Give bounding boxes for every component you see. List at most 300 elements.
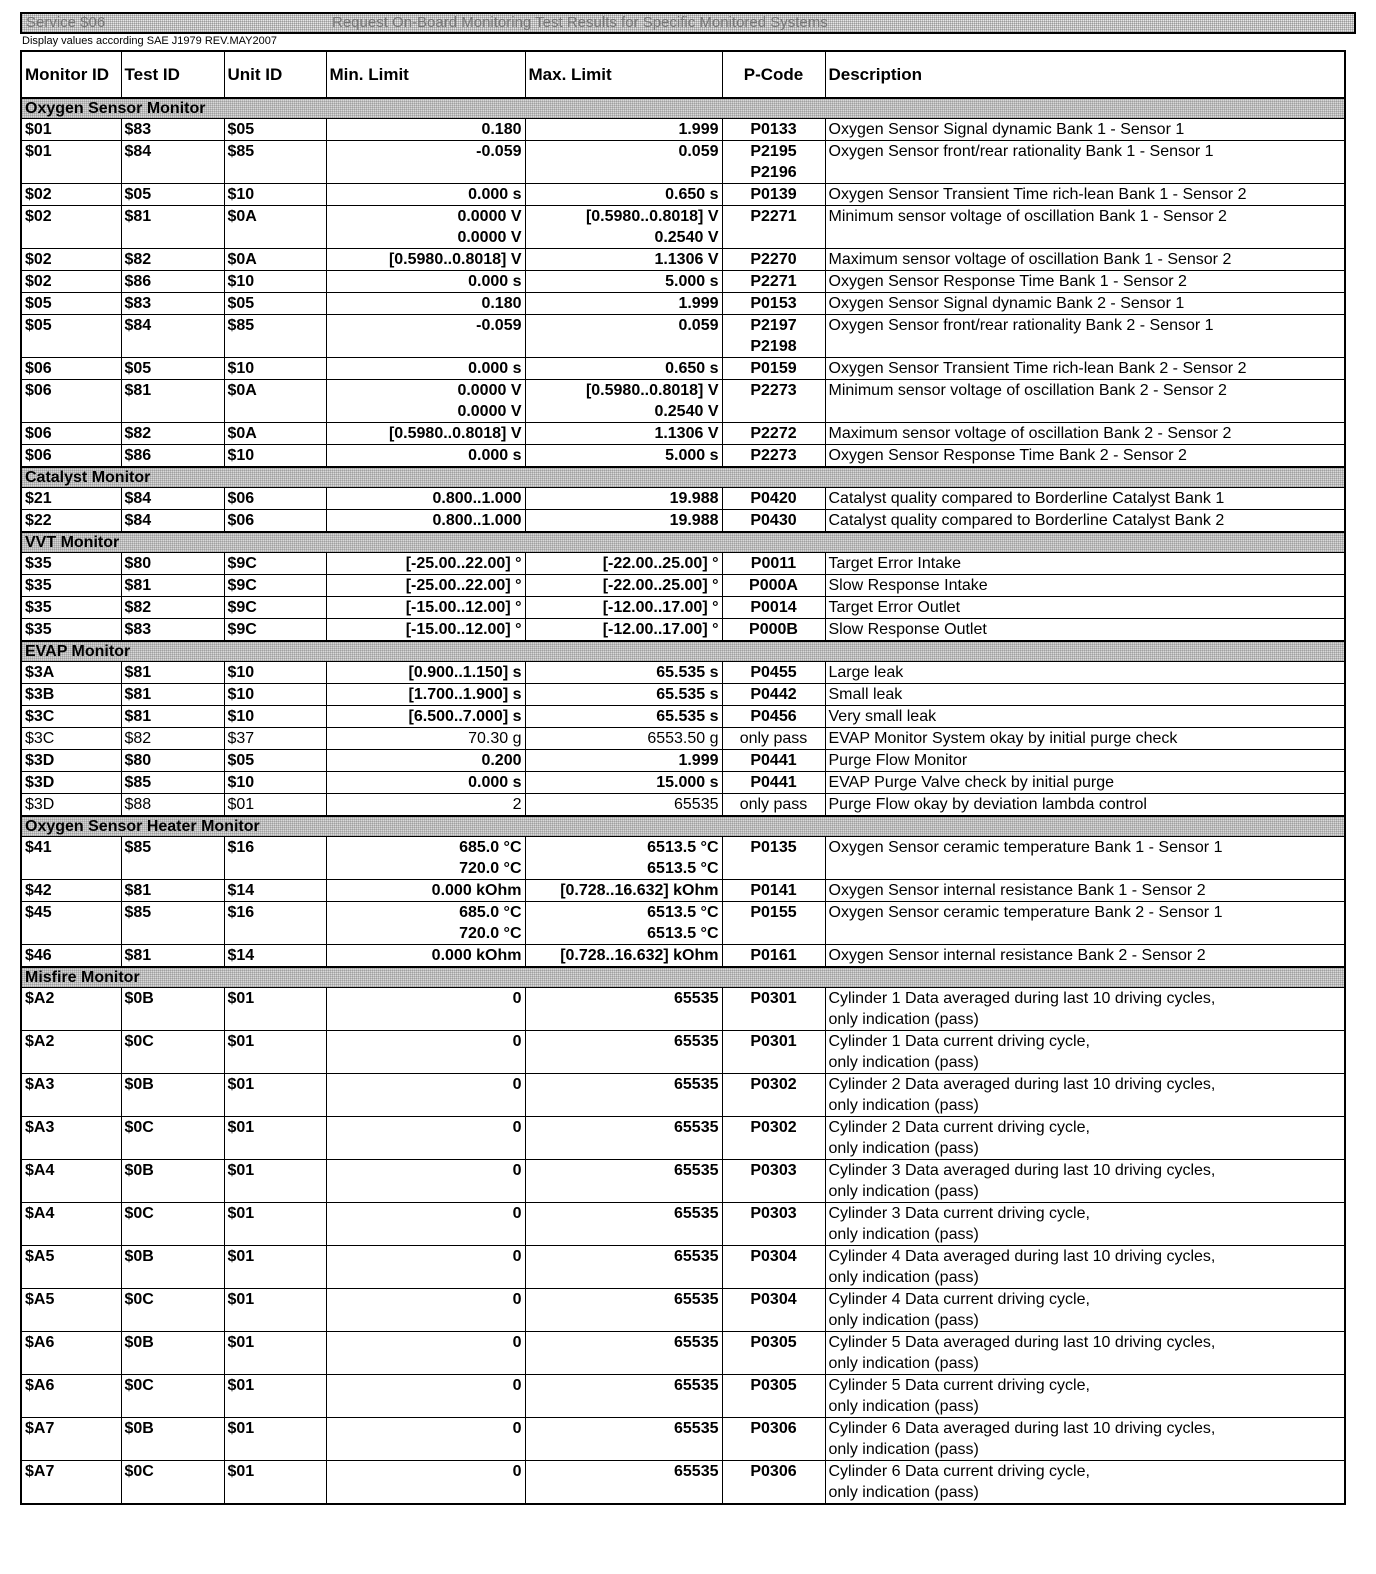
max-limit-cell [525, 1203, 722, 1246]
p-code-cell [722, 119, 825, 141]
min-limit-cell-line: 0.000 s [468, 273, 522, 290]
test-id-cell: $0C [121, 1117, 224, 1160]
description-cell-line: only indication (pass) [828, 1054, 979, 1071]
min-limit-cell-line: 0 [512, 1291, 522, 1308]
description-cell [825, 1160, 1345, 1203]
p-code-cell [722, 1031, 825, 1074]
max-limit-cell-line: [-12.00..17.00] ° [602, 599, 719, 616]
description-cell [825, 619, 1345, 642]
max-limit-cell-line: 65535 [674, 1463, 719, 1480]
monitor-id-cell: $3C [21, 706, 121, 728]
min-limit-cell-line: 0 [512, 1119, 522, 1136]
p-code-cell-line: P0430 [750, 512, 797, 529]
min-limit-cell [326, 1289, 525, 1332]
description-cell [825, 1418, 1345, 1461]
monitor-id-cell: $21 [21, 488, 121, 510]
test-id-cell: $0B [121, 988, 224, 1031]
p-code-cell [722, 380, 825, 423]
min-limit-cell-line: 0.000 s [468, 186, 522, 203]
description-cell [825, 1031, 1345, 1074]
test-id-cell: $86 [121, 445, 224, 468]
min-limit-cell [326, 1332, 525, 1375]
p-code-cell-line: P0135 [750, 839, 797, 856]
min-limit-cell-line: 0 [512, 990, 522, 1007]
max-limit-cell-line: 0.2540 V [654, 229, 719, 246]
description-cell [825, 119, 1345, 141]
max-limit-cell-line: 65535 [674, 1420, 719, 1437]
test-id-cell: $81 [121, 380, 224, 423]
col-header-unit-id: Unit ID [224, 51, 326, 98]
section-header-row [21, 467, 1345, 488]
description-cell-line: Oxygen Sensor Transient Time rich-lean Bank 1 - Sensor 2 [828, 186, 1247, 203]
description-cell-line: Purge Flow okay by deviation lambda control [828, 796, 1147, 813]
max-limit-cell [525, 1332, 722, 1375]
monitor-id-cell: $3B [21, 684, 121, 706]
min-limit-cell [326, 1031, 525, 1074]
min-limit-cell [326, 728, 525, 750]
min-limit-cell-line: 0.000 kOhm [431, 947, 522, 964]
table-row [21, 1031, 1345, 1074]
unit-id-cell: $01 [224, 794, 326, 817]
max-limit-cell-line: 1.999 [678, 295, 719, 312]
max-limit-cell-line: 65535 [674, 1248, 719, 1265]
table-body [21, 98, 1345, 1504]
monitor-id-cell: $A2 [21, 1031, 121, 1074]
min-limit-cell [326, 706, 525, 728]
description-cell-line: Oxygen Sensor Response Time Bank 1 - Sensor 2 [828, 273, 1187, 290]
description-cell-line: only indication (pass) [828, 1441, 979, 1458]
description-cell-line: Cylinder 3 Data averaged during last 10 driving cycles, [828, 1162, 1216, 1179]
unit-id-cell: $01 [224, 1246, 326, 1289]
unit-id-cell: $01 [224, 1117, 326, 1160]
description-cell [825, 706, 1345, 728]
min-limit-cell-line: 0.000 s [468, 447, 522, 464]
test-id-cell: $82 [121, 423, 224, 445]
max-limit-cell [525, 988, 722, 1031]
p-code-cell [722, 293, 825, 315]
test-id-cell: $0B [121, 1418, 224, 1461]
max-limit-cell [525, 597, 722, 619]
monitor-id-cell: $35 [21, 597, 121, 619]
test-id-cell: $0B [121, 1160, 224, 1203]
p-code-cell [722, 445, 825, 468]
description-cell-line: Oxygen Sensor Response Time Bank 2 - Sensor 2 [828, 447, 1187, 464]
p-code-cell-line: P0303 [750, 1205, 797, 1222]
test-id-cell: $82 [121, 728, 224, 750]
description-cell-line: Cylinder 6 Data averaged during last 10 driving cycles, [828, 1420, 1216, 1437]
description-cell-line: Cylinder 4 Data averaged during last 10 driving cycles, [828, 1248, 1216, 1265]
description-cell-line: EVAP Monitor System okay by initial purge check [828, 730, 1178, 747]
p-code-cell-line: P0306 [750, 1463, 797, 1480]
unit-id-cell: $06 [224, 510, 326, 533]
min-limit-cell [326, 1375, 525, 1418]
p-code-cell-line: P0303 [750, 1162, 797, 1179]
max-limit-cell-line: 6513.5 °C [647, 860, 719, 877]
test-id-cell: $0B [121, 1246, 224, 1289]
min-limit-cell [326, 119, 525, 141]
p-code-cell-line: P0155 [750, 904, 797, 921]
description-cell [825, 1289, 1345, 1332]
description-cell-line: only indication (pass) [828, 1011, 979, 1028]
max-limit-cell [525, 184, 722, 206]
min-limit-cell-line: [-25.00..22.00] ° [405, 577, 522, 594]
description-cell-line: Cylinder 1 Data current driving cycle, [828, 1033, 1090, 1050]
max-limit-cell [525, 293, 722, 315]
table-row [21, 1246, 1345, 1289]
monitor-id-cell: $46 [21, 945, 121, 968]
p-code-cell [722, 423, 825, 445]
monitor-id-cell: $A7 [21, 1461, 121, 1505]
max-limit-cell [525, 141, 722, 184]
min-limit-cell-line: 0.180 [481, 295, 522, 312]
p-code-cell [722, 837, 825, 880]
description-cell [825, 141, 1345, 184]
min-limit-cell-line: 0.0000 V [457, 229, 522, 246]
description-cell [825, 662, 1345, 684]
max-limit-cell [525, 271, 722, 293]
table-row [21, 358, 1345, 380]
service-label: Service $06 [26, 14, 106, 31]
description-cell [825, 249, 1345, 271]
max-limit-cell [525, 553, 722, 575]
description-cell-line: Oxygen Sensor internal resistance Bank 2 - Sensor 2 [828, 947, 1206, 964]
description-cell [825, 293, 1345, 315]
monitor-id-cell: $35 [21, 619, 121, 642]
test-id-cell: $86 [121, 271, 224, 293]
max-limit-cell-line: 0.059 [678, 317, 719, 334]
max-limit-cell-line: 65535 [674, 1334, 719, 1351]
description-cell-line: Slow Response Intake [828, 577, 988, 594]
monitor-id-cell: $06 [21, 423, 121, 445]
p-code-cell-line: P2273 [750, 447, 797, 464]
max-limit-cell [525, 880, 722, 902]
min-limit-cell-line: [0.5980..0.8018] V [388, 425, 522, 442]
description-cell-line: Minimum sensor voltage of oscillation Bank 2 - Sensor 2 [828, 382, 1227, 399]
description-cell-line: Oxygen Sensor front/rear rationality Bank 2 - Sensor 1 [828, 317, 1214, 334]
min-limit-cell [326, 184, 525, 206]
min-limit-cell-line: 0.0000 V [457, 382, 522, 399]
min-limit-cell [326, 575, 525, 597]
test-id-cell: $05 [121, 184, 224, 206]
col-header-description: Description [825, 51, 1345, 98]
min-limit-cell [326, 1160, 525, 1203]
unit-id-cell: $14 [224, 880, 326, 902]
description-cell-line: Minimum sensor voltage of oscillation Bank 1 - Sensor 2 [828, 208, 1227, 225]
max-limit-cell-line: 65.535 s [656, 664, 719, 681]
p-code-cell [722, 315, 825, 358]
table-row [21, 315, 1345, 358]
unit-id-cell: $01 [224, 1375, 326, 1418]
description-cell [825, 1074, 1345, 1117]
monitor-id-cell: $05 [21, 293, 121, 315]
table-row [21, 553, 1345, 575]
unit-id-cell: $10 [224, 271, 326, 293]
description-cell [825, 902, 1345, 945]
max-limit-cell [525, 315, 722, 358]
min-limit-cell-line: 0 [512, 1334, 522, 1351]
min-limit-cell [326, 1203, 525, 1246]
min-limit-cell-line: 0 [512, 1162, 522, 1179]
p-code-cell [722, 684, 825, 706]
description-cell-line: Large leak [828, 664, 904, 681]
section-title: Catalyst Monitor [21, 467, 1345, 488]
description-cell-line: Very small leak [828, 708, 937, 725]
min-limit-cell-line: 0.0000 V [457, 208, 522, 225]
p-code-cell [722, 619, 825, 642]
test-id-cell: $81 [121, 575, 224, 597]
p-code-cell-line: P0442 [750, 686, 797, 703]
max-limit-cell-line: [0.728..16.632] kOhm [560, 882, 719, 899]
unit-id-cell: $01 [224, 988, 326, 1031]
p-code-cell-line: P0133 [750, 121, 797, 138]
test-results-table [20, 50, 1346, 1505]
min-limit-cell-line: 0.000 s [468, 360, 522, 377]
table-row [21, 1289, 1345, 1332]
test-id-cell: $88 [121, 794, 224, 817]
min-limit-cell [326, 619, 525, 642]
p-code-cell-line: P0441 [750, 774, 797, 791]
max-limit-cell [525, 1160, 722, 1203]
description-cell-line: Catalyst quality compared to Borderline Catalyst Bank 1 [828, 490, 1225, 507]
col-header-max-limit: Max. Limit [525, 51, 722, 98]
min-limit-cell [326, 794, 525, 817]
max-limit-cell [525, 445, 722, 468]
description-cell [825, 358, 1345, 380]
p-code-cell [722, 575, 825, 597]
p-code-cell [722, 728, 825, 750]
unit-id-cell: $05 [224, 750, 326, 772]
unit-id-cell: $85 [224, 315, 326, 358]
max-limit-cell [525, 1246, 722, 1289]
table-row [21, 1160, 1345, 1203]
unit-id-cell: $10 [224, 684, 326, 706]
description-cell [825, 423, 1345, 445]
max-limit-cell-line: 15.000 s [656, 774, 719, 791]
p-code-cell-line: P2196 [750, 164, 797, 181]
description-cell-line: Target Error Intake [828, 555, 961, 572]
max-limit-cell-line: 65535 [674, 990, 719, 1007]
max-limit-cell-line: 1.1306 V [654, 425, 719, 442]
min-limit-cell-line: [-25.00..22.00] ° [405, 555, 522, 572]
section-title: Oxygen Sensor Heater Monitor [21, 816, 1345, 837]
p-code-cell [722, 141, 825, 184]
max-limit-cell-line: [-22.00..25.00] ° [602, 555, 719, 572]
p-code-cell [722, 1375, 825, 1418]
service-header-bar [20, 12, 1356, 34]
test-id-cell: $82 [121, 249, 224, 271]
p-code-cell [722, 1074, 825, 1117]
description-cell-line: only indication (pass) [828, 1355, 979, 1372]
min-limit-cell-line: 2 [512, 796, 522, 813]
max-limit-cell-line: 65535 [674, 1119, 719, 1136]
min-limit-cell [326, 945, 525, 968]
section-header-row [21, 641, 1345, 662]
test-id-cell: $05 [121, 358, 224, 380]
min-limit-cell-line: 0.200 [481, 752, 522, 769]
min-limit-cell [326, 1117, 525, 1160]
max-limit-cell [525, 380, 722, 423]
max-limit-cell-line: 0.650 s [665, 360, 719, 377]
max-limit-cell-line: 5.000 s [665, 273, 719, 290]
table-row [21, 141, 1345, 184]
p-code-cell-line: P2272 [750, 425, 797, 442]
test-id-cell: $0B [121, 1332, 224, 1375]
max-limit-cell-line: 65535 [674, 1076, 719, 1093]
monitor-id-cell: $06 [21, 380, 121, 423]
description-cell-line: EVAP Purge Valve check by initial purge [828, 774, 1114, 791]
description-cell-line: only indication (pass) [828, 1312, 979, 1329]
p-code-cell [722, 184, 825, 206]
p-code-cell-line: P0159 [750, 360, 797, 377]
monitor-id-cell: $01 [21, 141, 121, 184]
p-code-cell-line: only pass [739, 730, 808, 747]
monitor-id-cell: $41 [21, 837, 121, 880]
description-cell-line: Purge Flow Monitor [828, 752, 968, 769]
monitor-id-cell: $A5 [21, 1246, 121, 1289]
unit-id-cell: $85 [224, 141, 326, 184]
max-limit-cell-line: 1.999 [678, 752, 719, 769]
description-cell-line: only indication (pass) [828, 1269, 979, 1286]
min-limit-cell-line: 685.0 °C [459, 904, 522, 921]
p-code-cell-line: P0011 [750, 555, 797, 572]
description-cell [825, 1203, 1345, 1246]
max-limit-cell-line: 65535 [674, 1162, 719, 1179]
min-limit-cell [326, 988, 525, 1031]
p-code-cell [722, 510, 825, 533]
description-cell [825, 315, 1345, 358]
min-limit-cell-line: 0 [512, 1463, 522, 1480]
max-limit-cell [525, 902, 722, 945]
max-limit-cell [525, 772, 722, 794]
description-cell-line: Cylinder 5 Data averaged during last 10 driving cycles, [828, 1334, 1216, 1351]
p-code-cell [722, 206, 825, 249]
table-row [21, 619, 1345, 642]
p-code-cell [722, 902, 825, 945]
document-page [20, 12, 1356, 1505]
p-code-cell-line: P0420 [750, 490, 797, 507]
table-row [21, 684, 1345, 706]
table-row [21, 575, 1345, 597]
min-limit-cell-line: [0.900..1.150] s [408, 664, 522, 681]
test-id-cell: $83 [121, 293, 224, 315]
p-code-cell [722, 1160, 825, 1203]
p-code-cell [722, 772, 825, 794]
p-code-cell [722, 662, 825, 684]
test-id-cell: $81 [121, 945, 224, 968]
min-limit-cell-line: 0.800..1.000 [432, 512, 522, 529]
description-cell-line: only indication (pass) [828, 1226, 979, 1243]
table-row [21, 988, 1345, 1031]
monitor-id-cell: $A7 [21, 1418, 121, 1461]
p-code-cell-line: P2198 [750, 338, 797, 355]
description-cell-line: Cylinder 1 Data averaged during last 10 driving cycles, [828, 990, 1216, 1007]
p-code-cell-line: P0456 [750, 708, 797, 725]
unit-id-cell: $9C [224, 575, 326, 597]
col-header-test-id: Test ID [121, 51, 224, 98]
min-limit-cell [326, 750, 525, 772]
section-title: VVT Monitor [21, 532, 1345, 553]
p-code-cell-line: P0141 [750, 882, 797, 899]
unit-id-cell: $10 [224, 772, 326, 794]
min-limit-cell [326, 315, 525, 358]
unit-id-cell: $9C [224, 619, 326, 642]
col-header-p-code: P-Code [722, 51, 825, 98]
description-cell [825, 880, 1345, 902]
table-row [21, 1375, 1345, 1418]
p-code-cell-line: P000B [749, 621, 798, 638]
p-code-cell-line: P2270 [750, 251, 797, 268]
description-cell [825, 575, 1345, 597]
table-row [21, 772, 1345, 794]
max-limit-cell [525, 662, 722, 684]
monitor-id-cell: $02 [21, 206, 121, 249]
min-limit-cell [326, 293, 525, 315]
monitor-id-cell: $A6 [21, 1375, 121, 1418]
description-cell [825, 184, 1345, 206]
table-row [21, 249, 1345, 271]
max-limit-cell [525, 837, 722, 880]
min-limit-cell-line: 0.180 [481, 121, 522, 138]
min-limit-cell-line: [1.700..1.900] s [408, 686, 522, 703]
max-limit-cell [525, 488, 722, 510]
description-cell-line: only indication (pass) [828, 1183, 979, 1200]
description-cell [825, 1117, 1345, 1160]
monitor-id-cell: $06 [21, 445, 121, 468]
max-limit-cell-line: 65535 [674, 1377, 719, 1394]
max-limit-cell-line: 65535 [674, 1033, 719, 1050]
unit-id-cell: $10 [224, 706, 326, 728]
description-cell-line: Oxygen Sensor Signal dynamic Bank 2 - Sensor 1 [828, 295, 1185, 312]
max-limit-cell-line: 1.999 [678, 121, 719, 138]
test-id-cell: $81 [121, 880, 224, 902]
unit-id-cell: $9C [224, 597, 326, 619]
unit-id-cell: $37 [224, 728, 326, 750]
description-cell-line: Cylinder 4 Data current driving cycle, [828, 1291, 1090, 1308]
max-limit-cell-line: [0.5980..0.8018] V [585, 208, 719, 225]
test-id-cell: $0B [121, 1074, 224, 1117]
unit-id-cell: $14 [224, 945, 326, 968]
unit-id-cell: $01 [224, 1160, 326, 1203]
p-code-cell-line: P0455 [750, 664, 797, 681]
description-cell [825, 945, 1345, 968]
unit-id-cell: $0A [224, 380, 326, 423]
table-row [21, 184, 1345, 206]
p-code-cell-line: P2271 [750, 273, 797, 290]
max-limit-cell-line: 6553.50 g [647, 730, 719, 747]
test-id-cell: $85 [121, 772, 224, 794]
max-limit-cell [525, 728, 722, 750]
max-limit-cell-line: 65.535 s [656, 708, 719, 725]
p-code-cell [722, 1461, 825, 1505]
table-row [21, 510, 1345, 533]
table-row [21, 380, 1345, 423]
min-limit-cell [326, 206, 525, 249]
monitor-id-cell: $02 [21, 271, 121, 293]
p-code-cell [722, 271, 825, 293]
monitor-id-cell: $A4 [21, 1160, 121, 1203]
description-cell [825, 728, 1345, 750]
min-limit-cell-line: 0 [512, 1420, 522, 1437]
description-cell [825, 794, 1345, 817]
max-limit-cell-line: [-22.00..25.00] ° [602, 577, 719, 594]
max-limit-cell-line: 0.059 [678, 143, 719, 160]
max-limit-cell [525, 684, 722, 706]
description-cell-line: Slow Response Outlet [828, 621, 987, 638]
description-cell-line: Cylinder 3 Data current driving cycle, [828, 1205, 1090, 1222]
unit-id-cell: $06 [224, 488, 326, 510]
max-limit-cell-line: 6513.5 °C [647, 925, 719, 942]
table-row [21, 706, 1345, 728]
